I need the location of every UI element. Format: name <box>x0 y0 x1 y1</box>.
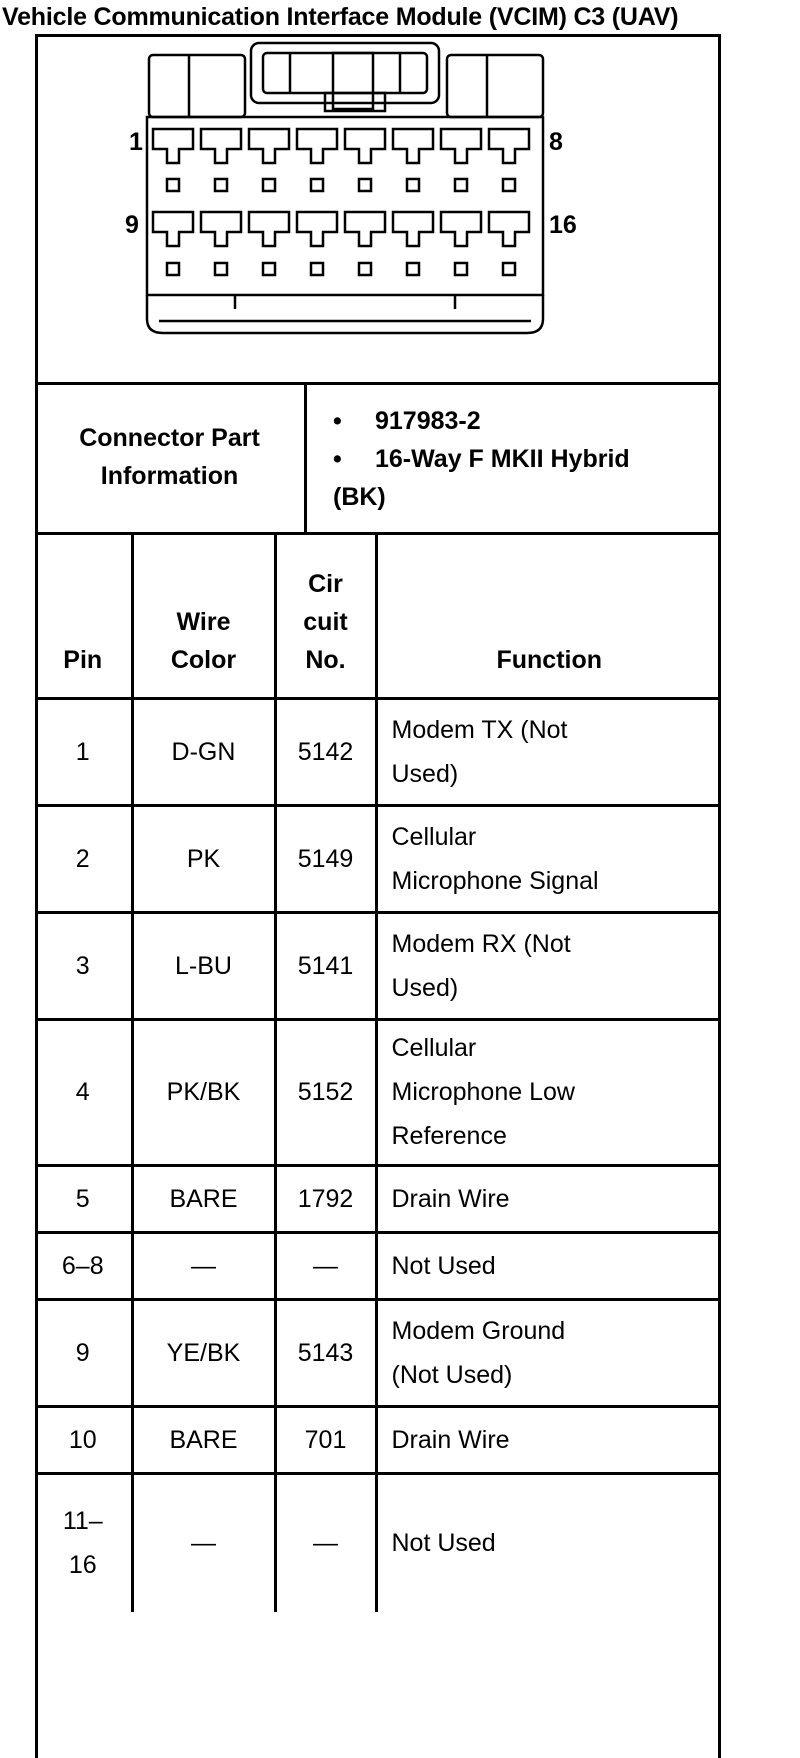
pin-lock-square <box>167 179 179 191</box>
table-row <box>35 912 721 1019</box>
cell-function: Modem Ground (Not Used) <box>376 1299 721 1406</box>
cell-circuit-no: 5143 <box>275 1299 376 1406</box>
latch-inner <box>263 53 427 93</box>
pin-cavity <box>345 212 385 246</box>
cell-function: Modem TX (Not Used) <box>376 698 721 805</box>
part-number: 917983-2 <box>375 407 481 435</box>
connector-part-info-label <box>35 382 307 532</box>
pin-lock-square <box>167 263 179 275</box>
bullet-icon: • <box>333 445 342 473</box>
cell-wire-color: BARE <box>132 1165 275 1232</box>
cell-circuit-no: 701 <box>275 1406 376 1473</box>
pin-label-9: 9 <box>125 211 139 239</box>
table-row <box>35 1165 721 1232</box>
cell-function: Cellular Microphone Signal <box>376 805 721 912</box>
pin-lock-square <box>215 263 227 275</box>
pin-lock-square <box>311 179 323 191</box>
pin-cavity <box>249 212 289 246</box>
header-circuit-no: Cir cuit No. <box>275 532 376 698</box>
info-item <box>333 440 717 478</box>
cell-function: Not Used <box>376 1473 721 1612</box>
pin-cavity <box>489 212 529 246</box>
cell-circuit-no: — <box>275 1232 376 1299</box>
table-row <box>35 1232 721 1299</box>
table-row <box>35 805 721 912</box>
pin-lock-square <box>215 179 227 191</box>
cell-pin: 5 <box>35 1165 132 1232</box>
header-function: Function <box>376 532 721 698</box>
pin-cavity <box>201 129 241 163</box>
cell-pin: 9 <box>35 1299 132 1406</box>
pin-cavity <box>153 212 193 246</box>
pin-lock-square <box>503 263 515 275</box>
cell-circuit-no: 5149 <box>275 805 376 912</box>
table-row <box>35 1019 721 1165</box>
pin-lock-square <box>359 263 371 275</box>
cell-pin: 3 <box>35 912 132 1019</box>
right-top-block <box>447 55 543 117</box>
cell-circuit-no: 5152 <box>275 1019 376 1165</box>
pin-cavity <box>441 212 481 246</box>
cell-wire-color: D-GN <box>132 698 275 805</box>
connector-skirt <box>147 295 543 333</box>
pin-label-8: 8 <box>549 128 563 156</box>
info-label-line1: Connector Part <box>79 424 260 452</box>
cell-circuit-no: — <box>275 1473 376 1612</box>
left-top-block <box>149 55 245 117</box>
table-header-row <box>35 532 721 698</box>
cell-function: Cellular Microphone Low Reference <box>376 1019 721 1165</box>
pin-cavity <box>393 212 433 246</box>
header-pin: Pin <box>35 532 132 698</box>
cell-wire-color: L-BU <box>132 912 275 1019</box>
pin-cavity <box>489 129 529 163</box>
table-row <box>35 1473 721 1612</box>
cell-wire-color: PK/BK <box>132 1019 275 1165</box>
cell-wire-color: — <box>132 1473 275 1612</box>
pin-cavity <box>441 129 481 163</box>
pin-cavity <box>249 129 289 163</box>
pin-lock-square <box>311 263 323 275</box>
cell-wire-color: YE/BK <box>132 1299 275 1406</box>
pin-cavity <box>345 129 385 163</box>
pin-label-16: 16 <box>549 211 577 239</box>
connector-type: 16-Way F MKII Hybrid <box>375 445 630 473</box>
cell-function: Modem RX (Not Used) <box>376 912 721 1019</box>
latch-slot <box>333 53 373 109</box>
pin-cavity <box>297 129 337 163</box>
cell-circuit-no: 5141 <box>275 912 376 1019</box>
info-label-line2: Information <box>100 462 239 490</box>
cell-pin: 6–8 <box>35 1232 132 1299</box>
cell-pin: 4 <box>35 1019 132 1165</box>
pin-cavity <box>297 212 337 246</box>
bullet-icon: • <box>333 407 342 435</box>
connector-diagram <box>35 34 721 385</box>
header-wire-color: Wire Color <box>132 532 275 698</box>
pin-lock-square <box>455 179 467 191</box>
cell-circuit-no: 1792 <box>275 1165 376 1232</box>
connector-color: (BK) <box>333 483 386 511</box>
pin-lock-square <box>455 263 467 275</box>
cell-pin: 10 <box>35 1406 132 1473</box>
pin-cavity <box>153 129 193 163</box>
table-row <box>35 698 721 805</box>
cell-pin: 11– 16 <box>35 1473 132 1612</box>
pin-table <box>35 532 721 1612</box>
cell-function: Not Used <box>376 1232 721 1299</box>
pin-cavity <box>201 212 241 246</box>
cell-wire-color: — <box>132 1232 275 1299</box>
pin-lock-square <box>407 179 419 191</box>
pin-lock-square <box>263 263 275 275</box>
page-title: Vehicle Communication Interface Module (VCIM) C3 (UAV) <box>2 3 679 31</box>
cell-wire-color: PK <box>132 805 275 912</box>
info-item <box>333 402 717 440</box>
cell-wire-color: BARE <box>132 1406 275 1473</box>
pin-lock-square <box>503 179 515 191</box>
cell-pin: 2 <box>35 805 132 912</box>
connector-part-info <box>35 382 721 535</box>
pin-cavity <box>393 129 433 163</box>
connector-part-info-list <box>307 382 717 532</box>
cell-circuit-no: 5142 <box>275 698 376 805</box>
pin-lock-square <box>407 263 419 275</box>
table-row <box>35 1299 721 1406</box>
pin-lock-square <box>359 179 371 191</box>
pin-label-1: 1 <box>129 128 143 156</box>
pin-lock-square <box>263 179 275 191</box>
cell-function: Drain Wire <box>376 1165 721 1232</box>
info-item <box>333 478 717 516</box>
table-row <box>35 1406 721 1473</box>
cell-pin: 1 <box>35 698 132 805</box>
cell-function: Drain Wire <box>376 1406 721 1473</box>
